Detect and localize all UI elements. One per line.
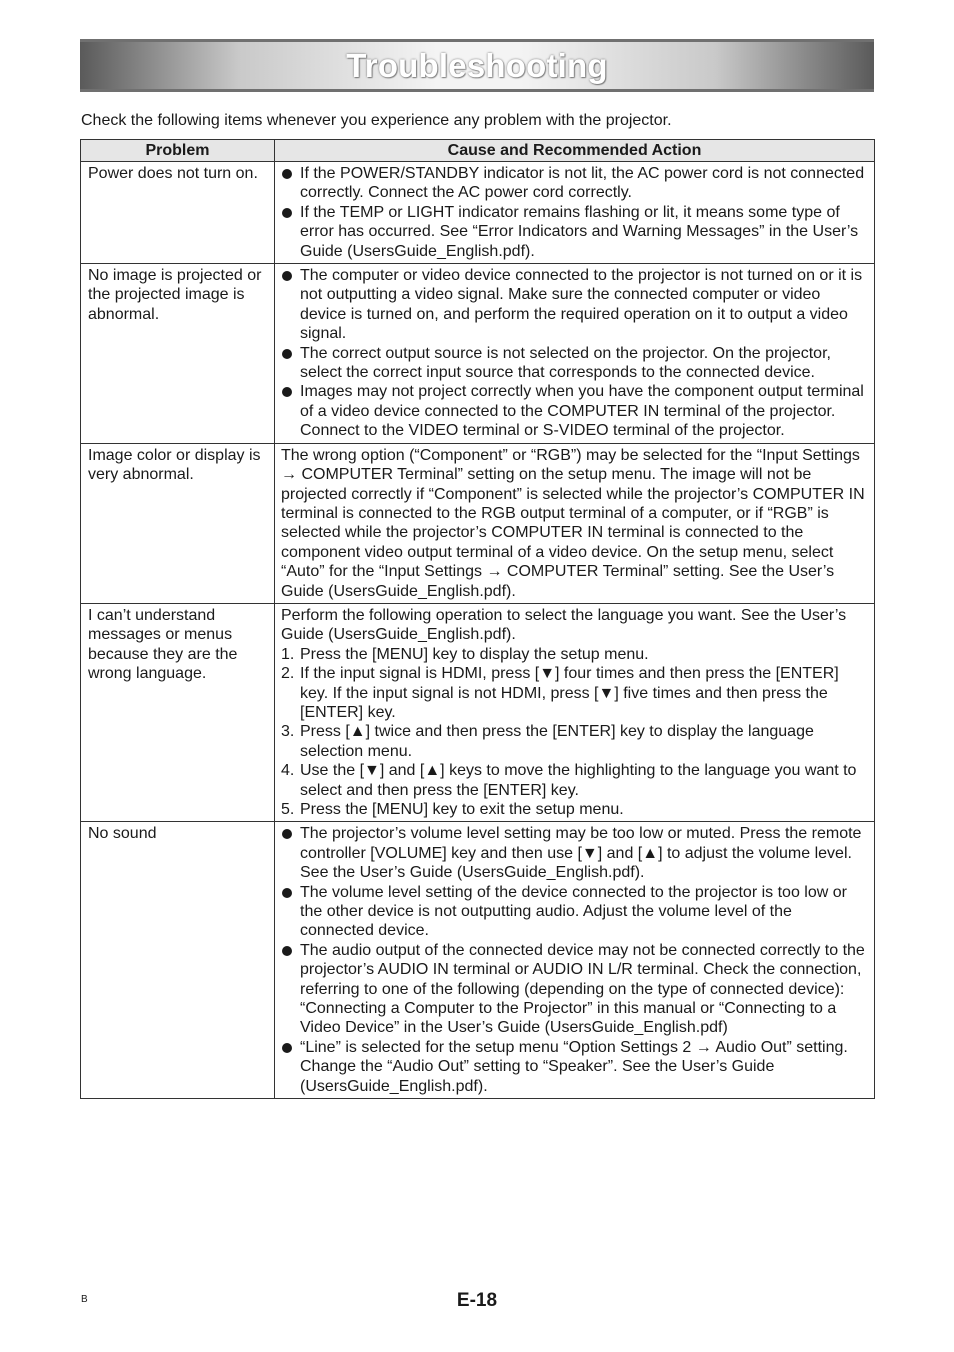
list-item: The projector’s volume level setting may be too low or muted. Press the remote controller [VOLUME] key and then use [▼] and [▲] to adjust the volume level. See the User’s Guide (UsersGuide_English.pdf). bbox=[281, 824, 866, 882]
footer-code: B bbox=[81, 1294, 88, 1305]
cause-cell bbox=[275, 822, 875, 1099]
bullet-list bbox=[281, 824, 866, 1096]
step-text: Use the [▼] and [▲] keys to move the highlighting to the language you want to select and then press the [ENTER] key. bbox=[300, 762, 857, 799]
step-number: 2. bbox=[281, 665, 295, 683]
list-item: Images may not project correctly when you have the component output terminal of a video device connected to the COMPUTER IN terminal of the projector. Connect to the VIDEO terminal or S-VIDEO terminal of the projector. bbox=[281, 382, 866, 440]
table-header-row bbox=[81, 140, 875, 162]
list-item bbox=[281, 645, 866, 664]
table-row bbox=[81, 162, 875, 264]
numbered-list bbox=[281, 645, 866, 820]
list-item bbox=[281, 800, 866, 819]
header-problem: Problem bbox=[81, 140, 275, 162]
table-row bbox=[81, 603, 875, 821]
list-item: The computer or video device connected to the projector is not turned on or it is not outputting a video signal. Make sure the connected computer or video device is turned on, and perform the required operation on it to output a video signal. bbox=[281, 266, 866, 344]
page-number: E-18 bbox=[456, 1290, 498, 1311]
title-banner bbox=[80, 39, 874, 92]
troubleshooting-table bbox=[80, 139, 875, 1099]
step-number: 3. bbox=[281, 723, 295, 741]
list-item: If the TEMP or LIGHT indicator remains flashing or lit, it means some type of error has occurred. See “Error Indicators and Warning Messages” in the User’s Guide (UsersGuide_English.pdf). bbox=[281, 203, 866, 261]
cause-cell: The wrong option (“Component” or “RGB”) may be selected for the “Input Settings → COMPUTER Terminal” setting on the setup menu. The image will not be projected correctly if “Component” is selected while the projector’s COMPUTER IN terminal is connected to the RGB output terminal of a computer, or if “RGB” is selected while the projector’s COMPUTER IN terminal is connected to the component video output terminal of a video device. On the setup menu, select “Auto” for the “Input Settings → COMPUTER Terminal” setting. See the User’s Guide (UsersGuide_English.pdf). bbox=[275, 443, 875, 603]
step-number: 5. bbox=[281, 801, 295, 818]
problem-cell: Image color or display is very abnormal. bbox=[81, 443, 275, 603]
step-number: 1. bbox=[281, 645, 295, 663]
intro-text: Check the following items whenever you experience any problem with the projector. bbox=[81, 112, 672, 129]
page-title: Troubleshooting bbox=[346, 46, 608, 84]
list-item: “Line” is selected for the setup menu “Option Settings 2 → Audio Out” setting. Change the “Audio Out” setting to “Speaker”. See the User’s Guide (UsersGuide_English.pdf). bbox=[281, 1038, 866, 1096]
table-row bbox=[81, 822, 875, 1099]
list-item bbox=[281, 664, 866, 722]
list-item bbox=[281, 761, 866, 800]
list-item: The audio output of the connected device may not be connected correctly to the projector’s AUDIO IN terminal or AUDIO IN L/R terminal. Check the connection, referring to one of the following (depending on the type of connected device): “Connecting a Computer to the Projector” in this manual or “Connecting to a Video Device” in the User’s Guide (UsersGuide_English.pdf) bbox=[281, 941, 866, 1038]
step-text: Press [▲] twice and then press the [ENTER] key to display the language selection menu. bbox=[300, 723, 814, 760]
cause-cell bbox=[275, 162, 875, 264]
bullet-list bbox=[281, 164, 866, 261]
cause-intro: Perform the following operation to select the language you want. See the User’s Guide (UsersGuide_English.pdf). bbox=[281, 606, 847, 644]
step-number: 4. bbox=[281, 762, 295, 780]
problem-cell: No sound bbox=[81, 822, 275, 1099]
table-row bbox=[81, 264, 875, 444]
table-row bbox=[81, 443, 875, 603]
bullet-list bbox=[281, 266, 866, 441]
problem-cell: I can’t understand messages or menus because they are the wrong language. bbox=[81, 603, 275, 821]
cause-cell bbox=[275, 264, 875, 444]
problem-cell: No image is projected or the projected image is abnormal. bbox=[81, 264, 275, 444]
step-text: Press the [MENU] key to display the setup menu. bbox=[300, 645, 649, 663]
cause-cell bbox=[275, 603, 875, 821]
list-item: The correct output source is not selected on the projector. On the projector, select the correct input source that corresponds to the connected device. bbox=[281, 344, 866, 383]
problem-cell: Power does not turn on. bbox=[81, 162, 275, 264]
step-text: Press the [MENU] key to exit the setup menu. bbox=[300, 801, 624, 818]
list-item bbox=[281, 722, 866, 761]
list-item: If the POWER/STANDBY indicator is not lit, the AC power cord is not connected correctly. Connect the AC power cord correctly. bbox=[281, 164, 866, 203]
list-item: The volume level setting of the device connected to the projector is too low or the other device is not outputting audio. Adjust the volume level of the connected device. bbox=[281, 883, 866, 941]
header-cause: Cause and Recommended Action bbox=[275, 140, 875, 162]
step-text: If the input signal is HDMI, press [▼] four times and then press the [ENTER] key. If the input signal is not HDMI, press [▼] five times and then press the [ENTER] key. bbox=[300, 665, 839, 721]
